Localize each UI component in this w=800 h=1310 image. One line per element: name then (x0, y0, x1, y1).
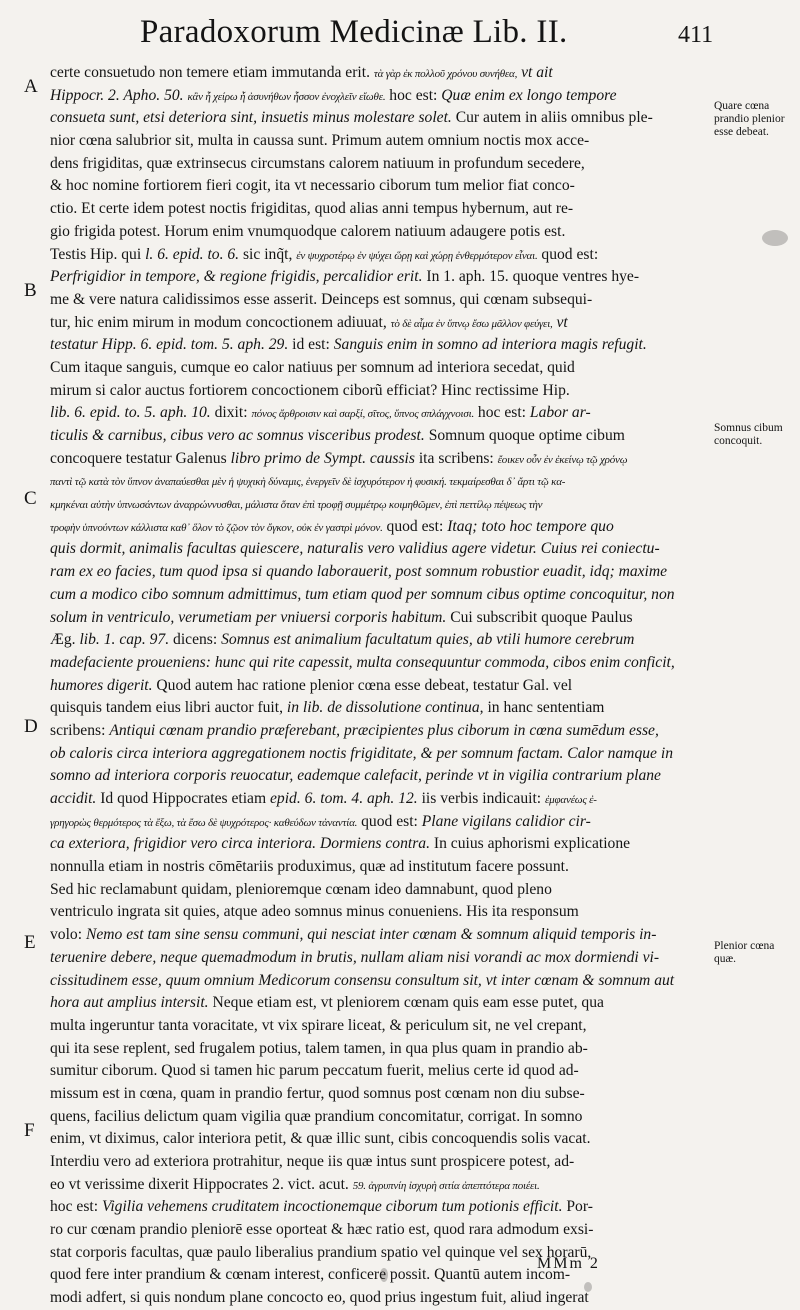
text-line (50, 720, 710, 743)
roman-text: Sed hic reclamabunt quidam, plenioremque cœnam ideo damnabunt, quod pleno (50, 880, 552, 898)
roman-text: iis verbis indicauit: (417, 790, 546, 807)
text-line (50, 1151, 710, 1174)
text-line (50, 1174, 710, 1197)
roman-text: Æg. (50, 631, 80, 649)
roman-text: Id quod Hippocrates etiam (96, 790, 270, 807)
side-note-plenior-quae: Plenior cœna quæ. (714, 940, 775, 965)
greek-text: κἂν ἦ χείρω ἦ ἀσυνήθων ἧσσον ἐνοχλεῖν εἴωθε. (187, 90, 386, 103)
italic-text: Plane vigilans calidior cir- (421, 812, 591, 830)
italic-text: quis dormit, animalis facultas quiescere, naturalis vero validius agere videtur. Cuius rei coniectu- (50, 540, 660, 558)
roman-text: sumitur ciborum. Quod si tamen hic parum peccatum fuerit, melius certe id quod ad- (50, 1062, 579, 1080)
roman-text: quens, facilius delictum quam vigilia quæ prandium concomitatur, corrigat. In somno (50, 1107, 583, 1125)
signature-mark: MMm 2 (537, 1255, 600, 1272)
roman-text: enim, vt diximus, calor interiora petit, & quæ illic sunt, cibis concoquendis solis vacat. (50, 1130, 591, 1148)
greek-text: τὸ δὲ αἷμα ἐν ὕπνῳ ἔσω μᾶλλον φεύγει, (390, 317, 553, 330)
text-line (50, 629, 710, 652)
text-line (50, 493, 710, 516)
italic-text: ca exteriora, frigidior vero circa interiora. Dormiens contra. (50, 835, 430, 853)
section-letter-e: E (24, 932, 36, 953)
text-line (50, 312, 710, 335)
roman-text: nior cœna salubrior sit, multa in caussa sunt. Primum autem omnium noctis mox acce- (50, 132, 590, 150)
italic-text: testatur Hipp. 6. epid. tom. 5. aph. 29. (50, 336, 289, 354)
greek-text: 59. ἀγρυπνίη ἰσχυρὴ σιτία ἀπεπτότερα ποιέει. (352, 1179, 540, 1192)
text-line (50, 856, 710, 879)
roman-text: in hanc sententiam (483, 699, 605, 717)
text-line (50, 130, 710, 153)
text-line (50, 1219, 710, 1242)
text-line (50, 175, 710, 198)
italic-text: somno ad interiora corporis reuocatur, eademque calefacit, perinde vt in vigilia contrarium plane (50, 767, 661, 785)
text-line (50, 538, 710, 561)
text-line (50, 607, 710, 630)
text-line (50, 992, 710, 1015)
roman-text: dixit: (210, 404, 252, 422)
greek-text: κμηκέναι αὐτὴν ὑπνωσάντων ἀναρρώννυσθαι, μάλιστα ὅταν ἐπὶ τροφῇ συμμέτρῳ κοιμηθῶμεν, ἐπὶ πεττίλῳ πέψεως τὴν (50, 499, 543, 512)
italic-text: ram ex eo facies, tum quod ipsa si quando laborauerit, post somnum robustior euadit, idq; maxime (50, 563, 668, 581)
roman-text: sic inq̃t, (239, 245, 297, 263)
ink-blot (380, 1268, 388, 1282)
text-line (50, 470, 710, 493)
roman-text: dicens: (169, 631, 222, 649)
text-line (50, 153, 710, 176)
roman-text: tur, hic enim mirum in modum concoctionem adiuuat, (50, 313, 391, 331)
text-line (50, 584, 710, 607)
roman-text: gio frigida potest. Horum enim vnumquodque calorem natiuum adaugere potis est. (50, 222, 566, 240)
text-line (50, 1038, 710, 1061)
italic-text: accidit. (50, 790, 97, 807)
italic-text: ob caloris circa interiora aggregationem noctis frigiditate, & per somnum factam. Calor namque in (50, 744, 673, 762)
roman-text: ventriculo ingrata sit quies, atque adeo somnus minus conueniens. His ita responsum (50, 903, 579, 921)
italic-text: libro primo de Sympt. caussis (230, 449, 415, 467)
text-line (50, 85, 710, 108)
italic-text: Vigilia vehemens cruditatem incoctionemque ciborum tum potionis efficit. (101, 1198, 563, 1216)
text-line (50, 425, 710, 448)
text-line (50, 970, 710, 993)
italic-text: l. 6. epid. to. 6. (145, 245, 240, 263)
italic-text: vt ait (517, 64, 553, 81)
roman-text: Por- (562, 1198, 593, 1216)
roman-text: quod est: (382, 517, 448, 535)
roman-text: mirum si calor auctus fortiorem concoctionem ciborũ efficiat? Hinc rectissime Hip. (50, 381, 570, 399)
greek-text: ἔοικεν οὖν ἐν ἐκείνῳ τῷ χρόνῳ (497, 453, 628, 466)
text-line (50, 1196, 710, 1219)
greek-text: πόνος ἄρθροισιν καὶ σαρξί, σῖτος, ὕπνος σπλάγχνοισι. (251, 408, 475, 421)
text-line (50, 357, 710, 380)
roman-text: hoc est: (50, 1198, 102, 1216)
italic-text: cum a modico cibo somnum admittimus, tum etiam quod per somnum cibus optime concoquitur, non (50, 585, 675, 603)
text-line (50, 221, 710, 244)
italic-text: solum in ventriculo, verumetiam per vniuersi corporis habitum. (50, 608, 447, 626)
ink-blot (762, 230, 788, 246)
italic-text: lib. 6. epid. to. 5. aph. 10. (50, 404, 211, 422)
roman-text: hoc est: (385, 86, 442, 104)
text-line (50, 266, 710, 289)
italic-text: Nemo est tam sine sensu communi, qui nesciat inter cœnam & somnum aliquid temporis in- (85, 926, 657, 944)
roman-text: scribens: (50, 721, 110, 739)
roman-text: Quod autem hac ratione plenior cœna esse debeat, testatur Gal. vel (152, 676, 573, 694)
text-line (50, 380, 710, 403)
roman-text: In 1. aph. 15. quoque ventres hye- (422, 268, 640, 286)
italic-text: Itaq; toto hoc tempore quo (447, 517, 614, 535)
text-line (50, 765, 710, 788)
text-line (50, 1083, 710, 1106)
italic-text: lib. 1. cap. 97. (79, 631, 170, 649)
roman-text: modi adfert, si quis nondum plane concocto eo, quod prius ingestum fuit, aliud ingerat (50, 1289, 589, 1307)
text-line (50, 811, 710, 834)
roman-text: qui ita sese replent, sed frugalem potius, talem tamen, in qua plus quam in prandio ab- (50, 1039, 588, 1057)
text-line (50, 652, 710, 675)
text-line (50, 1015, 710, 1038)
italic-text: cissitudinem esse, quum omnium Medicorum consensu consultum sit, vt inter cœnam & somnum aut (50, 971, 675, 989)
text-line (50, 1287, 710, 1310)
greek-text: τὰ γὰρ ἐκ πολλοῦ χρόνου συνήθεα, (373, 68, 518, 80)
roman-text: nonnulla etiam in nostris cōmētariis produximus, quæ ad institutum facere possunt. (50, 858, 569, 876)
side-note-plenior-cena: Quare cœna prandio plenior esse debeat. (714, 100, 785, 138)
roman-text: eo vt verissime dixerit Hippocrates 2. vict. acut. (50, 1175, 353, 1193)
roman-text: quisquis tandem eius libri auctor fuit, (50, 699, 287, 717)
italic-text: Quæ enim ex longo tempore (441, 86, 617, 104)
roman-text: multa ingeruntur tanta voracitate, vt vix spirare liceat, & periculum sit, ne vel crepant, (50, 1016, 587, 1034)
greek-text: ἐμφανέως ἐ- (545, 794, 597, 806)
section-letter-a: A (24, 76, 38, 97)
roman-text: quod est: (357, 812, 422, 830)
roman-text: ita scribens: (414, 449, 498, 467)
roman-text: quod fere inter prandium & cœnam interest, conficere possit. Quantū autem incom- (50, 1266, 571, 1284)
text-line (50, 516, 710, 539)
italic-text: humores digerit. (50, 676, 153, 694)
italic-text: Labor ar- (529, 404, 591, 422)
greek-text: παντὶ τῷ κατὰ τὸν ὕπνον ἀναπαύεσθαι μὲν ἡ ψυχικὴ δύναμις, ἐνεργεῖν δὲ ἰσχυρότερον ἡ φυσική. τεκμαίρεσθαι δ᾽ ἄρτι τῷ κα- (50, 476, 566, 489)
text-line (50, 244, 710, 267)
text-line (50, 697, 710, 720)
text-line (50, 833, 710, 856)
greek-text: τροφὴν ὑπνούντων κάλλιστα καθ᾽ ὅλον τὸ ζῷον τὸν ὄγκον, οὐκ ἐν γαστρὶ μόνον. (50, 521, 383, 534)
text-line (50, 1060, 710, 1083)
italic-text: Sanguis enim in somno ad interiora magis refugit. (333, 336, 647, 354)
text-line (50, 198, 710, 221)
roman-text: Somnum quoque optime cibum (424, 427, 625, 444)
italic-text: consueta sunt, etsi deteriora sint, insuetis minus molestare solet. (50, 109, 452, 127)
section-letter-c: C (24, 488, 37, 509)
roman-text: dens frigiditas, quæ extrinsecus circumstans calorem natiuum in profundum secedere, (50, 154, 585, 172)
roman-text: certe consuetudo non temere etiam immutanda erit. (50, 64, 374, 81)
section-letter-f: F (24, 1120, 35, 1141)
roman-text: id est: (288, 336, 334, 354)
text-line (50, 788, 710, 811)
italic-text: Somnus est animalium facultatum quies, ab vtili humore cerebrum (221, 631, 635, 649)
roman-text: me & vere natura calidissimos esse asserit. Deinceps est somnus, qui cœnam subsequi- (50, 290, 593, 308)
text-line (50, 1128, 710, 1151)
text-line (50, 901, 710, 924)
text-line (50, 448, 710, 471)
italic-text: teruenire debere, neque quemadmodum in brutis, nullam aliam nisi vorandi ac mox dormiendi vi- (50, 948, 660, 966)
text-line (50, 561, 710, 584)
page-number: 411 (678, 22, 714, 48)
roman-text: stat corporis facultas, quæ paulo liberalius prandium spatio vel quinque vel sex horarū, (50, 1243, 592, 1261)
italic-text: madefaciente proueniens: hunc qui rite capessit, multa consequuntur commoda, cibos enim conficit, (50, 653, 675, 671)
body-text (50, 62, 710, 1310)
text-line (50, 879, 710, 902)
roman-text: missum est in cœna, quam in prandio fertur, quod somnus post cœnam non diu subse- (50, 1084, 585, 1102)
text-line (50, 743, 710, 766)
text-line (50, 924, 710, 947)
roman-text: ro cur cœnam prandio pleniorē esse oporteat & hæc ratio est, quod rara admodum exsi- (50, 1221, 594, 1239)
text-line (50, 402, 710, 425)
text-line (50, 62, 710, 85)
section-letter-d: D (24, 716, 38, 737)
italic-text: vt (552, 313, 568, 331)
italic-text: Perfrigidior in tempore, & regione frigidis, percalidior erit. (50, 268, 423, 286)
roman-text: Interdiu vero ad exteriora protrahitur, neque iis quæ intus sunt prospicere potest, ad- (50, 1153, 575, 1170)
section-letter-b: B (24, 280, 37, 301)
text-line (50, 107, 710, 130)
text-line (50, 334, 710, 357)
roman-text: & hoc nomine fortiorem fieri cogit, ita vt necessario ciborum tum melior fiat conco- (50, 177, 575, 195)
greek-text: ἐν ψυχροτέρῳ ἐν ψύχει ὥρῃ καὶ χώρῃ ἐνθερμότερον εἶναι. (296, 249, 538, 262)
running-head: Paradoxorum Medicinæ Lib. II. (140, 14, 568, 50)
text-line (50, 1106, 710, 1129)
italic-text: in lib. de dissolutione continua, (286, 699, 484, 717)
roman-text: Cui subscribit quoque Paulus (446, 608, 633, 626)
italic-text: ticulis & carnibus, cibus vero ac somnus visceribus prodest. (50, 427, 425, 444)
roman-text: Testis Hip. qui (50, 245, 146, 263)
roman-text: hoc est: (474, 404, 530, 422)
roman-text: volo: (50, 926, 86, 944)
italic-text: Hippocr. 2. Apho. 50. (50, 86, 188, 104)
roman-text: Cum itaque sanguis, cumque eo calor natiuus per somnum ad interiora secedat, quid (50, 358, 575, 376)
greek-text: γρηγορὼς θερμότερος τὰ ἔξω, τὰ ἔσω δὲ ψυχρότερος· καθεύδων τἀναντία. (50, 816, 358, 829)
ink-blot (584, 1282, 592, 1292)
side-note-somnus: Somnus cibum concoquit. (714, 422, 783, 447)
roman-text: concoquere testatur Galenus (50, 449, 231, 467)
roman-text: quod est: (537, 245, 599, 263)
roman-text: Neque etiam est, vt pleniorem cœnam quis eam esse putet, qua (208, 994, 604, 1012)
italic-text: hora aut amplius intersit. (50, 994, 209, 1012)
roman-text: Cur autem in aliis omnibus ple- (451, 109, 653, 127)
text-line (50, 1242, 710, 1265)
italic-text: Antiqui cœnam prandio præferebant, præcipientes plus ciborum in cœna sumēdum esse, (109, 721, 659, 739)
roman-text: In cuius aphorismi explicatione (429, 835, 631, 853)
text-line (50, 675, 710, 698)
italic-text: epid. 6. tom. 4. aph. 12. (270, 790, 418, 807)
text-line (50, 947, 710, 970)
text-line (50, 289, 710, 312)
roman-text: ctio. Et certe idem potest noctis frigiditas, quod alias anni tempus hybernum, aut re- (50, 200, 574, 218)
